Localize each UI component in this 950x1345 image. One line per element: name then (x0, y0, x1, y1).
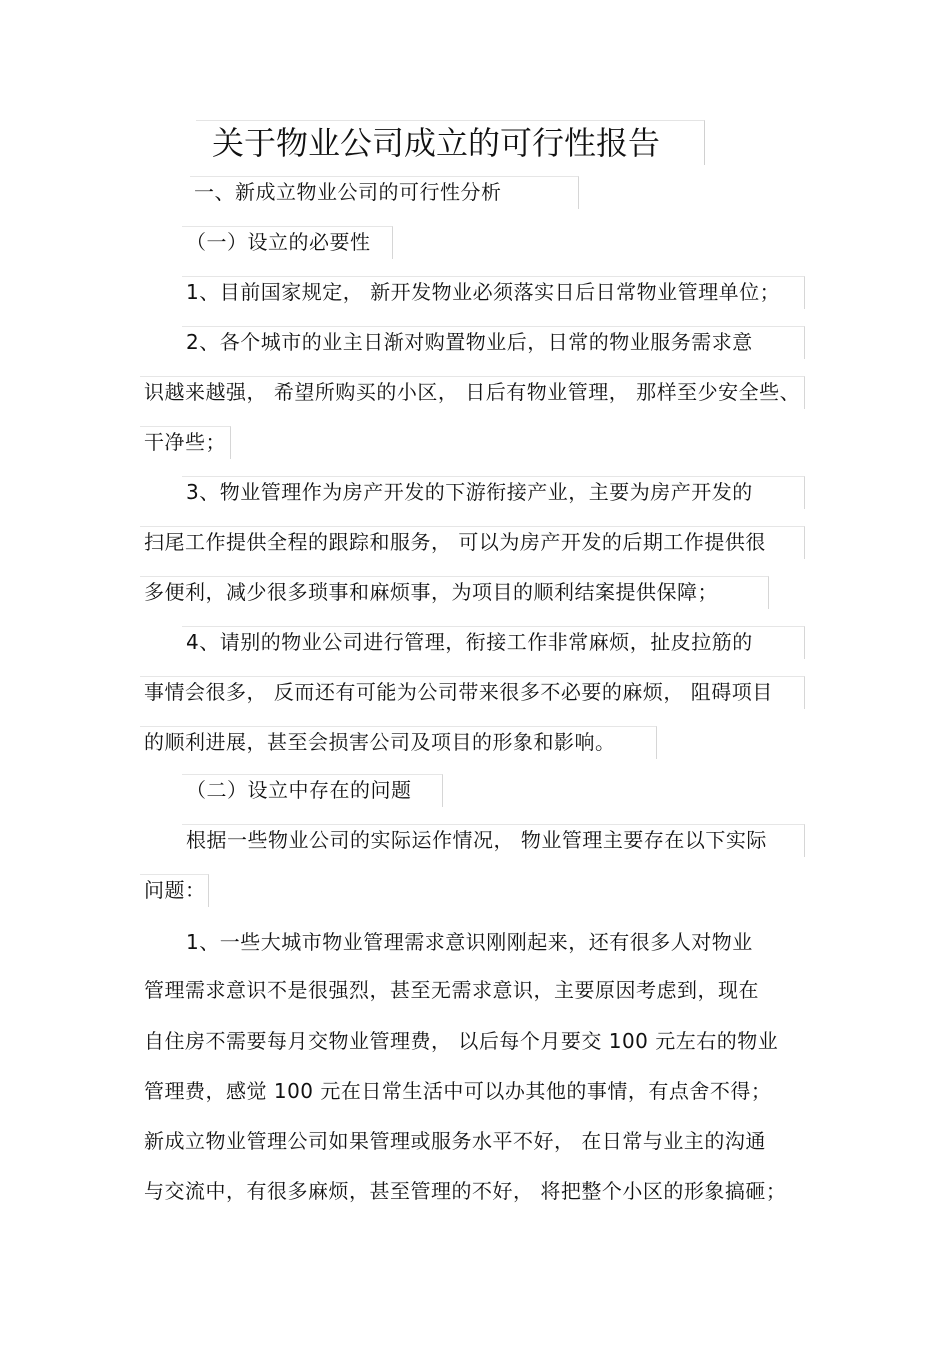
subsection-heading-2: （二）设立中存在的问题 (186, 778, 412, 802)
paragraph-line: 管理需求意识不是很强烈，甚至无需求意识，主要原因考虑到，现在 (144, 978, 759, 1002)
paragraph-line: 的顺利进展，甚至会损害公司及项目的形象和影响。 (144, 730, 616, 754)
paragraph-line: 干净些； (144, 430, 226, 454)
paragraph-line: 识越来越强， 希望所购买的小区， 日后有物业管理， 那样至少安全些、 (144, 380, 801, 404)
document-title: 关于物业公司成立的可行性报告 (212, 124, 661, 162)
paragraph-line: 多便利，减少很多琐事和麻烦事，为项目的顺利结案提供保障； (144, 580, 718, 604)
paragraph-line: 3、物业管理作为房产开发的下游衔接产业，主要为房产开发的 (186, 480, 753, 504)
subsection-heading-1: （一）设立的必要性 (186, 230, 371, 254)
section-heading-1: 一、新成立物业公司的可行性分析 (194, 180, 502, 204)
paragraph-line: 与交流中，有很多麻烦，甚至管理的不好， 将把整个小区的形象搞砸； (144, 1179, 787, 1203)
paragraph-line: 事情会很多， 反而还有可能为公司带来很多不必要的麻烦， 阻碍项目 (144, 680, 773, 704)
paragraph-line: 扫尾工作提供全程的跟踪和服务， 可以为房产开发的后期工作提供很 (144, 530, 766, 554)
paragraph-line: 新成立物业管理公司如果管理或服务水平不好， 在日常与业主的沟通 (144, 1129, 766, 1153)
paragraph-line: 1、一些大城市物业管理需求意识刚刚起来，还有很多人对物业 (186, 930, 753, 954)
paragraph-line: 1、目前国家规定， 新开发物业必须落实日后日常物业管理单位； (186, 280, 781, 304)
paragraph-line: 4、请别的物业公司进行管理，衔接工作非常麻烦，扯皮拉筋的 (186, 630, 753, 654)
paragraph-line: 管理费，感觉 100 元在日常生活中可以办其他的事情，有点舍不得； (144, 1079, 772, 1103)
paragraph-line: 2、各个城市的业主日渐对购置物业后，日常的物业服务需求意 (186, 330, 753, 354)
paragraph-line: 自住房不需要每月交物业管理费， 以后每个月要交 100 元左右的物业 (144, 1029, 779, 1053)
paragraph-line: 问题： (144, 878, 206, 902)
paragraph-line: 根据一些物业公司的实际运作情况， 物业管理主要存在以下实际 (186, 828, 767, 852)
